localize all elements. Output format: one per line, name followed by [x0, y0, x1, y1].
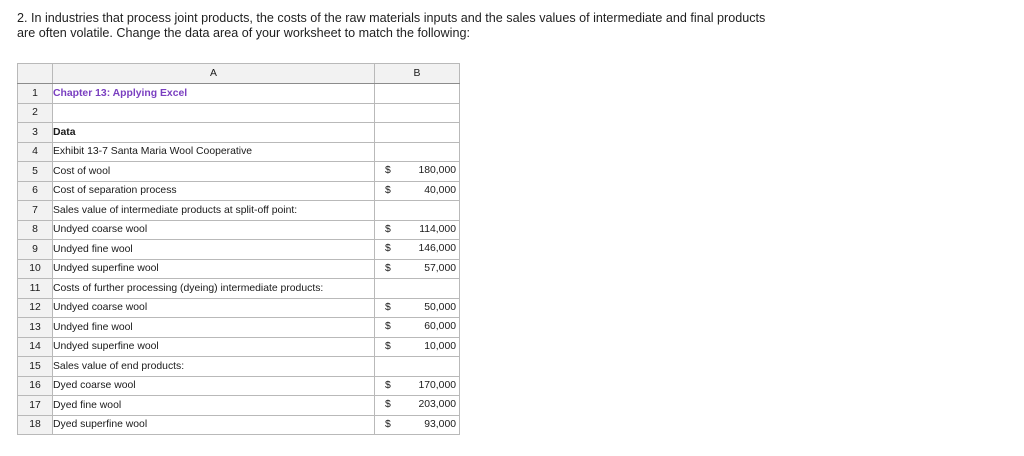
table-row: [18, 337, 460, 357]
row-number[interactable]: 17: [18, 396, 53, 416]
table-row: [18, 123, 460, 143]
table-row: [18, 103, 460, 123]
table-row: [18, 181, 460, 201]
table-row: [18, 162, 460, 182]
row-number[interactable]: 8: [18, 220, 53, 240]
cell-b[interactable]: [375, 123, 460, 143]
table-row: [18, 357, 460, 377]
cell-b-value: 93,000: [424, 418, 456, 430]
table-row: [18, 298, 460, 318]
row-number[interactable]: 6: [18, 181, 53, 201]
select-all-corner[interactable]: [18, 64, 53, 84]
cell-a-data-heading[interactable]: Data: [53, 123, 375, 143]
table-row: [18, 396, 460, 416]
cell-b-value: 114,000: [419, 223, 456, 235]
cell-b-value: 146,000: [418, 243, 456, 254]
cell-b[interactable]: [375, 181, 460, 201]
table-row: [18, 376, 460, 396]
currency-symbol: $: [385, 321, 391, 332]
cell-b[interactable]: [375, 240, 460, 260]
cell-b[interactable]: [375, 376, 460, 396]
row-number[interactable]: 10: [18, 259, 53, 279]
cell-b-value: 10,000: [424, 340, 456, 352]
question-line-2: are often volatile. Change the data area of your worksheet to match the following:: [17, 26, 470, 40]
table-row: [18, 201, 460, 221]
currency-symbol: $: [385, 262, 391, 274]
row-number[interactable]: 12: [18, 298, 53, 318]
table-row: [18, 142, 460, 162]
cell-a[interactable]: Dyed fine wool: [53, 396, 375, 416]
row-number[interactable]: 15: [18, 357, 53, 377]
table-row: [18, 279, 460, 299]
column-header-a[interactable]: A: [53, 64, 375, 84]
row-number[interactable]: 14: [18, 337, 53, 357]
currency-symbol: $: [385, 301, 391, 313]
cell-b[interactable]: [375, 142, 460, 162]
spreadsheet: [17, 63, 460, 435]
cell-a[interactable]: Cost of separation process: [53, 181, 375, 201]
question-line-1: 2. In industries that process joint products, the costs of the raw materials inputs and the sales values of intermediate and final products: [17, 11, 766, 25]
currency-symbol: $: [385, 243, 391, 254]
row-number[interactable]: 9: [18, 240, 53, 260]
table-row: [18, 415, 460, 435]
currency-symbol: $: [385, 340, 391, 352]
currency-symbol: $: [385, 379, 391, 391]
cell-a-chapter-title[interactable]: Chapter 13: Applying Excel: [53, 84, 375, 104]
table-row: [18, 318, 460, 338]
cell-a[interactable]: Undyed fine wool: [53, 318, 375, 338]
table-row: [18, 240, 460, 260]
table-row: [18, 259, 460, 279]
row-number[interactable]: 11: [18, 279, 53, 299]
cell-b[interactable]: [375, 84, 460, 104]
cell-b-value: 57,000: [424, 262, 456, 274]
row-number[interactable]: 3: [18, 123, 53, 143]
cell-b-value: 50,000: [424, 301, 456, 313]
cell-b-value: 170,000: [418, 379, 456, 391]
cell-a[interactable]: Undyed superfine wool: [53, 259, 375, 279]
cell-a[interactable]: Sales value of end products:: [53, 357, 375, 377]
currency-symbol: $: [385, 418, 391, 430]
cell-b[interactable]: [375, 201, 460, 221]
cell-b-value: 60,000: [424, 321, 456, 332]
currency-symbol: $: [385, 223, 391, 235]
row-number[interactable]: 5: [18, 162, 53, 182]
row-number[interactable]: 7: [18, 201, 53, 221]
cell-a[interactable]: Undyed superfine wool: [53, 337, 375, 357]
cell-a[interactable]: [53, 103, 375, 123]
cell-a[interactable]: Exhibit 13-7 Santa Maria Wool Cooperative: [53, 142, 375, 162]
row-number[interactable]: 16: [18, 376, 53, 396]
cell-b-value: 40,000: [424, 184, 456, 196]
column-header-row: [18, 64, 460, 84]
cell-a[interactable]: Dyed coarse wool: [53, 376, 375, 396]
cell-b[interactable]: [375, 279, 460, 299]
cell-b[interactable]: [375, 162, 460, 182]
cell-b-value: 180,000: [418, 165, 456, 176]
column-header-b[interactable]: B: [375, 64, 460, 84]
currency-symbol: $: [385, 184, 391, 196]
table-row: [18, 220, 460, 240]
cell-b[interactable]: [375, 318, 460, 338]
cell-b[interactable]: [375, 415, 460, 435]
cell-b-value: 203,000: [418, 399, 456, 410]
cell-a[interactable]: Cost of wool: [53, 162, 375, 182]
row-number[interactable]: 1: [18, 84, 53, 104]
cell-b[interactable]: [375, 396, 460, 416]
row-number[interactable]: 4: [18, 142, 53, 162]
cell-b[interactable]: [375, 357, 460, 377]
cell-b[interactable]: [375, 259, 460, 279]
cell-a[interactable]: Undyed fine wool: [53, 240, 375, 260]
row-number[interactable]: 18: [18, 415, 53, 435]
table-row: [18, 84, 460, 104]
currency-symbol: $: [385, 399, 391, 410]
question-text: [17, 11, 1017, 41]
cell-b[interactable]: [375, 298, 460, 318]
cell-a[interactable]: Sales value of intermediate products at split-off point:: [53, 201, 375, 221]
cell-b[interactable]: [375, 220, 460, 240]
cell-a[interactable]: Dyed superfine wool: [53, 415, 375, 435]
cell-a[interactable]: Undyed coarse wool: [53, 220, 375, 240]
currency-symbol: $: [385, 165, 391, 176]
row-number[interactable]: 2: [18, 103, 53, 123]
cell-b[interactable]: [375, 337, 460, 357]
row-number[interactable]: 13: [18, 318, 53, 338]
cell-a[interactable]: Costs of further processing (dyeing) intermediate products:: [53, 279, 375, 299]
cell-a[interactable]: Undyed coarse wool: [53, 298, 375, 318]
cell-b[interactable]: [375, 103, 460, 123]
